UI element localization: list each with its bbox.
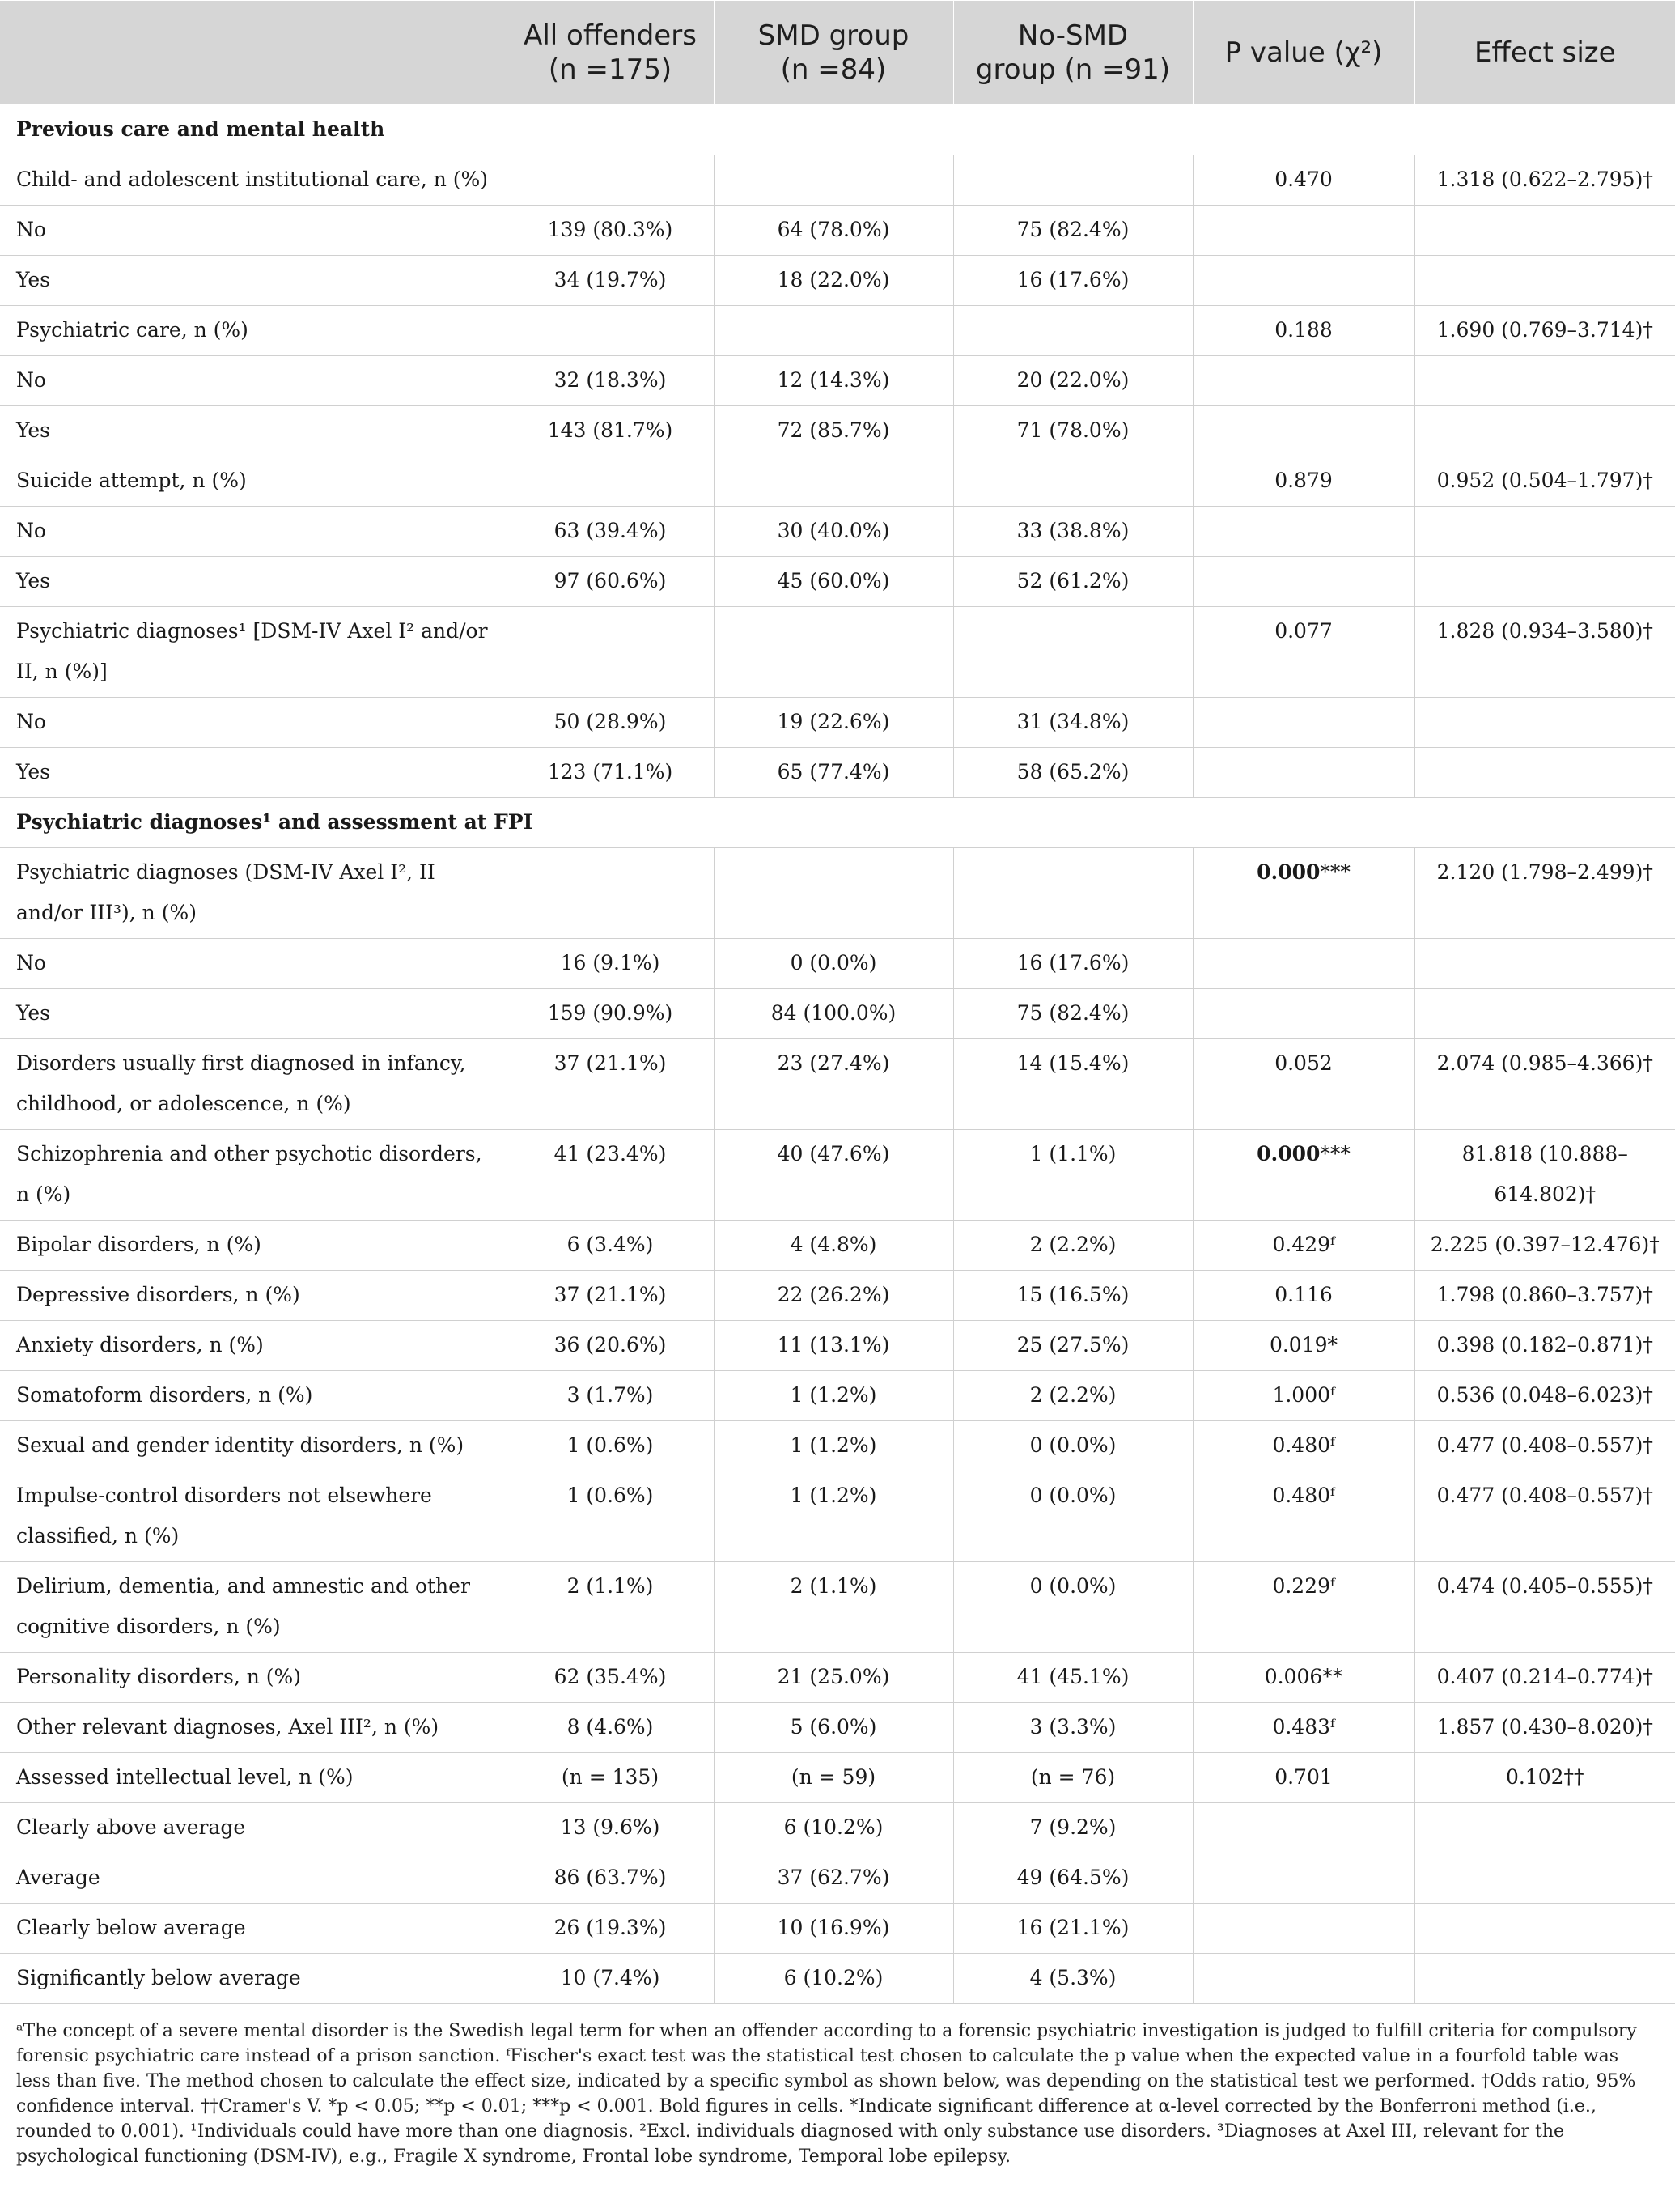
cell-p: 0.077 [1193, 607, 1414, 698]
table-row [0, 155, 1675, 206]
cell-smd: 1 (1.2%) [714, 1421, 953, 1471]
table-row [0, 848, 1675, 939]
section-title: Previous care and mental health [0, 105, 1675, 155]
p-stars: *** [1320, 1142, 1351, 1165]
table-row [0, 1039, 1675, 1130]
cell-all: 63 (39.4%) [507, 507, 714, 557]
cell-p: 0.019* [1193, 1321, 1414, 1371]
cell-smd: 21 (25.0%) [714, 1653, 953, 1703]
cell-effect [1414, 1954, 1675, 2004]
row-label: Significantly below average [0, 1954, 507, 2004]
cell-p: 0.116 [1193, 1271, 1414, 1321]
table-row [0, 1904, 1675, 1954]
cell-all: 97 (60.6%) [507, 557, 714, 607]
table-row [0, 456, 1675, 507]
cell-nosmd: 4 (5.3%) [953, 1954, 1193, 2004]
cell-smd [714, 155, 953, 206]
table-row [0, 557, 1675, 607]
cell-p: 0.480ᶠ [1193, 1421, 1414, 1471]
row-label: Yes [0, 748, 507, 798]
footnote-text: ᵃThe concept of a severe mental disorder is the Swedish legal term for when an offender according to a forensic psychiatric investigation is judged to fulfill criteria for compulsory forensic psychiatric care instead of a prison sanction. ᶠFischer's exact test was the statistical test chosen to calculate the p value when the expected value in a fourfold table was less than five. The method chosen to calculate the effect size, indicated by a specific symbol as shown below, was depending on the statistical test we performed. †Odds ratio, 95% confidence interval. ††Cramer's V. *p < 0.05; **p < 0.01; ***p < 0.001. Bold figures in cells. *Indicate significant difference at α-level corrected by the Bonferroni method (i.e., rounded to 0.001). ¹Individuals could have more than one diagnosis. ²Excl. individuals diagnosed with only substance use disorders. ³Diagnoses at Axel III, relevant for the psychological functioning (DSM-IV), e.g., Fragile X syndrome, Frontal lobe syndrome, Temporal lobe epilepsy. [16, 2021, 1637, 2167]
cell-nosmd: 75 (82.4%) [953, 989, 1193, 1039]
cell-smd: 11 (13.1%) [714, 1321, 953, 1371]
row-label: Personality disorders, n (%) [0, 1653, 507, 1703]
cell-all: 143 (81.7%) [507, 406, 714, 456]
row-label: Yes [0, 256, 507, 306]
table-row [0, 607, 1675, 698]
cell-p: 0.429ᶠ [1193, 1221, 1414, 1271]
cell-effect: 1.798 (0.860–3.757)† [1414, 1271, 1675, 1321]
cell-effect: 0.952 (0.504–1.797)† [1414, 456, 1675, 507]
table-row [0, 939, 1675, 989]
table-row [0, 406, 1675, 456]
table-row [0, 698, 1675, 748]
cell-nosmd: 3 (3.3%) [953, 1703, 1193, 1753]
cell-smd: 84 (100.0%) [714, 989, 953, 1039]
table-row [0, 1471, 1675, 1562]
cell-p [1193, 989, 1414, 1039]
cell-nosmd: 58 (65.2%) [953, 748, 1193, 798]
cell-nosmd: 20 (22.0%) [953, 356, 1193, 406]
cell-effect [1414, 989, 1675, 1039]
row-label: No [0, 939, 507, 989]
cell-all [507, 155, 714, 206]
cell-p [1193, 1954, 1414, 2004]
cell-effect [1414, 406, 1675, 456]
cell-smd: 2 (1.1%) [714, 1562, 953, 1653]
table-row [0, 1954, 1675, 2004]
cell-all: 37 (21.1%) [507, 1271, 714, 1321]
table-row [0, 1803, 1675, 1853]
table-row [0, 1221, 1675, 1271]
table-row [0, 989, 1675, 1039]
row-label: Bipolar disorders, n (%) [0, 1221, 507, 1271]
cell-nosmd: 41 (45.1%) [953, 1653, 1193, 1703]
table-row [0, 1653, 1675, 1703]
cell-p: 0.188 [1193, 306, 1414, 356]
cell-all: 86 (63.7%) [507, 1853, 714, 1904]
cell-smd [714, 848, 953, 939]
cell-effect: 2.120 (1.798–2.499)† [1414, 848, 1675, 939]
cell-all: 139 (80.3%) [507, 206, 714, 256]
cell-smd: 72 (85.7%) [714, 406, 953, 456]
cell-p: 0.470 [1193, 155, 1414, 206]
row-label: Child- and adolescent institutional care, n (%) [0, 155, 507, 206]
cell-nosmd [953, 848, 1193, 939]
cell-p [1193, 848, 1414, 939]
cell-all [507, 456, 714, 507]
cell-nosmd: 16 (17.6%) [953, 939, 1193, 989]
cell-smd: 4 (4.8%) [714, 1221, 953, 1271]
cell-p [1193, 206, 1414, 256]
cell-smd: 6 (10.2%) [714, 1803, 953, 1853]
cell-smd: 22 (26.2%) [714, 1271, 953, 1321]
cell-all: 6 (3.4%) [507, 1221, 714, 1271]
cell-effect [1414, 748, 1675, 798]
cell-nosmd: 2 (2.2%) [953, 1371, 1193, 1421]
cell-p [1193, 256, 1414, 306]
table-row [0, 206, 1675, 256]
cell-nosmd: 33 (38.8%) [953, 507, 1193, 557]
cell-all [507, 306, 714, 356]
cell-effect [1414, 206, 1675, 256]
row-label: Clearly below average [0, 1904, 507, 1954]
cell-p: 0.052 [1193, 1039, 1414, 1130]
row-label: No [0, 206, 507, 256]
cell-p [1193, 1853, 1414, 1904]
row-label: Psychiatric care, n (%) [0, 306, 507, 356]
cell-all: 16 (9.1%) [507, 939, 714, 989]
cell-effect [1414, 698, 1675, 748]
cell-effect: 0.102†† [1414, 1753, 1675, 1803]
cell-effect [1414, 507, 1675, 557]
cell-p [1193, 507, 1414, 557]
table-row [0, 306, 1675, 356]
cell-effect: 1.828 (0.934–3.580)† [1414, 607, 1675, 698]
cell-nosmd: 0 (0.0%) [953, 1421, 1193, 1471]
cell-all [507, 848, 714, 939]
table-row [0, 256, 1675, 306]
cell-nosmd: 71 (78.0%) [953, 406, 1193, 456]
header-label [0, 1, 507, 105]
cell-p: 0.483ᶠ [1193, 1703, 1414, 1753]
cell-effect: 1.690 (0.769–3.714)† [1414, 306, 1675, 356]
cell-smd [714, 456, 953, 507]
cell-smd: 18 (22.0%) [714, 256, 953, 306]
cell-nosmd: 16 (21.1%) [953, 1904, 1193, 1954]
cell-smd: 65 (77.4%) [714, 748, 953, 798]
section-title: Psychiatric diagnoses¹ and assessment at FPI [0, 798, 1675, 848]
cell-effect: 1.857 (0.430–8.020)† [1414, 1703, 1675, 1753]
header-p-value: P value (χ²) [1193, 1, 1414, 105]
cell-effect [1414, 939, 1675, 989]
cell-effect: 0.474 (0.405–0.555)† [1414, 1562, 1675, 1653]
cell-nosmd: 14 (15.4%) [953, 1039, 1193, 1130]
cell-p [1193, 939, 1414, 989]
table-row [0, 1271, 1675, 1321]
table-row [0, 748, 1675, 798]
cell-effect [1414, 356, 1675, 406]
cell-effect: 2.225 (0.397–12.476)† [1414, 1221, 1675, 1271]
cell-all: 123 (71.1%) [507, 748, 714, 798]
header-effect-size: Effect size [1414, 1, 1675, 105]
cell-nosmd [953, 456, 1193, 507]
row-label: Assessed intellectual level, n (%) [0, 1753, 507, 1803]
cell-nosmd [953, 607, 1193, 698]
p-value-bold: 0.000 [1257, 1142, 1321, 1165]
cell-all: 32 (18.3%) [507, 356, 714, 406]
table-row [0, 507, 1675, 557]
table-footnotes [16, 2019, 1643, 2169]
row-label: Yes [0, 406, 507, 456]
cell-effect: 0.477 (0.408–0.557)† [1414, 1421, 1675, 1471]
cell-smd [714, 607, 953, 698]
table-row [0, 1130, 1675, 1221]
cell-all: 36 (20.6%) [507, 1321, 714, 1371]
table-row [0, 1853, 1675, 1904]
cell-effect: 0.477 (0.408–0.557)† [1414, 1471, 1675, 1562]
cell-all: 41 (23.4%) [507, 1130, 714, 1221]
row-label: Other relevant diagnoses, Axel III², n (%) [0, 1703, 507, 1753]
p-stars: *** [1320, 860, 1351, 884]
cell-nosmd: 25 (27.5%) [953, 1321, 1193, 1371]
cell-nosmd: 31 (34.8%) [953, 698, 1193, 748]
row-label: Yes [0, 989, 507, 1039]
table-row [0, 1321, 1675, 1371]
row-label: No [0, 356, 507, 406]
cell-all: 50 (28.9%) [507, 698, 714, 748]
cell-all: 1 (0.6%) [507, 1471, 714, 1562]
cell-p [1193, 1904, 1414, 1954]
cell-smd: 45 (60.0%) [714, 557, 953, 607]
cell-smd: 37 (62.7%) [714, 1853, 953, 1904]
cell-smd: 10 (16.9%) [714, 1904, 953, 1954]
cell-p [1193, 748, 1414, 798]
row-label: Sexual and gender identity disorders, n (%) [0, 1421, 507, 1471]
cell-effect [1414, 557, 1675, 607]
cell-all: 34 (19.7%) [507, 256, 714, 306]
row-label: Depressive disorders, n (%) [0, 1271, 507, 1321]
cell-nosmd [953, 306, 1193, 356]
cell-p [1193, 356, 1414, 406]
cell-effect: 0.536 (0.048–6.023)† [1414, 1371, 1675, 1421]
row-label: Delirium, dementia, and amnestic and other cognitive disorders, n (%) [0, 1562, 507, 1653]
cell-smd: 1 (1.2%) [714, 1471, 953, 1562]
cell-all: 3 (1.7%) [507, 1371, 714, 1421]
cell-effect [1414, 256, 1675, 306]
cell-all: 26 (19.3%) [507, 1904, 714, 1954]
cell-smd: 12 (14.3%) [714, 356, 953, 406]
table-row [0, 1562, 1675, 1653]
cell-smd: 19 (22.6%) [714, 698, 953, 748]
row-label: Impulse-control disorders not elsewhere classified, n (%) [0, 1471, 507, 1562]
cell-smd: 0 (0.0%) [714, 939, 953, 989]
cell-all: 8 (4.6%) [507, 1703, 714, 1753]
cell-smd: 30 (40.0%) [714, 507, 953, 557]
cell-p [1193, 557, 1414, 607]
cell-effect [1414, 1853, 1675, 1904]
table-row [0, 1703, 1675, 1753]
section-row [0, 798, 1675, 848]
cell-effect: 0.398 (0.182–0.871)† [1414, 1321, 1675, 1371]
cell-p [1193, 406, 1414, 456]
cell-nosmd [953, 155, 1193, 206]
cell-p [1193, 1130, 1414, 1221]
cell-nosmd: 16 (17.6%) [953, 256, 1193, 306]
cell-nosmd: 49 (64.5%) [953, 1853, 1193, 1904]
cell-smd: 1 (1.2%) [714, 1371, 953, 1421]
cell-nosmd: 2 (2.2%) [953, 1221, 1193, 1271]
table-row [0, 1753, 1675, 1803]
cell-all: 1 (0.6%) [507, 1421, 714, 1471]
row-label: Average [0, 1853, 507, 1904]
cell-p: 0.701 [1193, 1753, 1414, 1803]
cell-nosmd: 0 (0.0%) [953, 1471, 1193, 1562]
cell-smd: 40 (47.6%) [714, 1130, 953, 1221]
table-row [0, 1371, 1675, 1421]
cell-all: 13 (9.6%) [507, 1803, 714, 1853]
cell-p: 0.006** [1193, 1653, 1414, 1703]
row-label: Yes [0, 557, 507, 607]
cell-smd: 6 (10.2%) [714, 1954, 953, 2004]
cell-nosmd: 15 (16.5%) [953, 1271, 1193, 1321]
cell-effect [1414, 1904, 1675, 1954]
row-label: Psychiatric diagnoses¹ [DSM-IV Axel I² and/or II, n (%)] [0, 607, 507, 698]
row-label: Schizophrenia and other psychotic disorders, n (%) [0, 1130, 507, 1221]
cell-nosmd: 0 (0.0%) [953, 1562, 1193, 1653]
cell-effect: 1.318 (0.622–2.795)† [1414, 155, 1675, 206]
cell-p: 0.480ᶠ [1193, 1471, 1414, 1562]
row-label: Clearly above average [0, 1803, 507, 1853]
cell-p: 0.879 [1193, 456, 1414, 507]
row-label: Anxiety disorders, n (%) [0, 1321, 507, 1371]
cell-effect: 81.818 (10.888–614.802)† [1414, 1130, 1675, 1221]
cell-nosmd: 1 (1.1%) [953, 1130, 1193, 1221]
cell-smd [714, 306, 953, 356]
row-label: Somatoform disorders, n (%) [0, 1371, 507, 1421]
header-smd-group: SMD group (n =84) [714, 1, 953, 105]
table-row [0, 1421, 1675, 1471]
cell-effect: 0.407 (0.214–0.774)† [1414, 1653, 1675, 1703]
cell-smd: 23 (27.4%) [714, 1039, 953, 1130]
cell-all: 2 (1.1%) [507, 1562, 714, 1653]
cell-smd: 5 (6.0%) [714, 1703, 953, 1753]
cell-smd: 64 (78.0%) [714, 206, 953, 256]
row-label: Psychiatric diagnoses (DSM-IV Axel I², II and/or III³), n (%) [0, 848, 507, 939]
cell-all [507, 607, 714, 698]
table-row [0, 356, 1675, 406]
cell-nosmd: 75 (82.4%) [953, 206, 1193, 256]
row-label: Suicide attempt, n (%) [0, 456, 507, 507]
cell-all: 159 (90.9%) [507, 989, 714, 1039]
cell-p [1193, 698, 1414, 748]
header-row [0, 1, 1675, 105]
cell-smd: (n = 59) [714, 1753, 953, 1803]
cell-effect: 2.074 (0.985–4.366)† [1414, 1039, 1675, 1130]
cell-nosmd: 52 (61.2%) [953, 557, 1193, 607]
cell-nosmd: 7 (9.2%) [953, 1803, 1193, 1853]
cell-effect [1414, 1803, 1675, 1853]
row-label: No [0, 507, 507, 557]
cell-all: (n = 135) [507, 1753, 714, 1803]
cell-p [1193, 1803, 1414, 1853]
header-all-offenders: All offenders (n =175) [507, 1, 714, 105]
cell-all: 10 (7.4%) [507, 1954, 714, 2004]
cell-nosmd: (n = 76) [953, 1753, 1193, 1803]
row-label: Disorders usually first diagnosed in infancy, childhood, or adolescence, n (%) [0, 1039, 507, 1130]
cell-all: 62 (35.4%) [507, 1653, 714, 1703]
cell-p: 1.000ᶠ [1193, 1371, 1414, 1421]
header-no-smd-group: No-SMD group (n =91) [953, 1, 1193, 105]
section-row [0, 105, 1675, 155]
p-value-bold: 0.000 [1257, 860, 1321, 884]
cell-all: 37 (21.1%) [507, 1039, 714, 1130]
row-label: No [0, 698, 507, 748]
cell-p: 0.229ᶠ [1193, 1562, 1414, 1653]
